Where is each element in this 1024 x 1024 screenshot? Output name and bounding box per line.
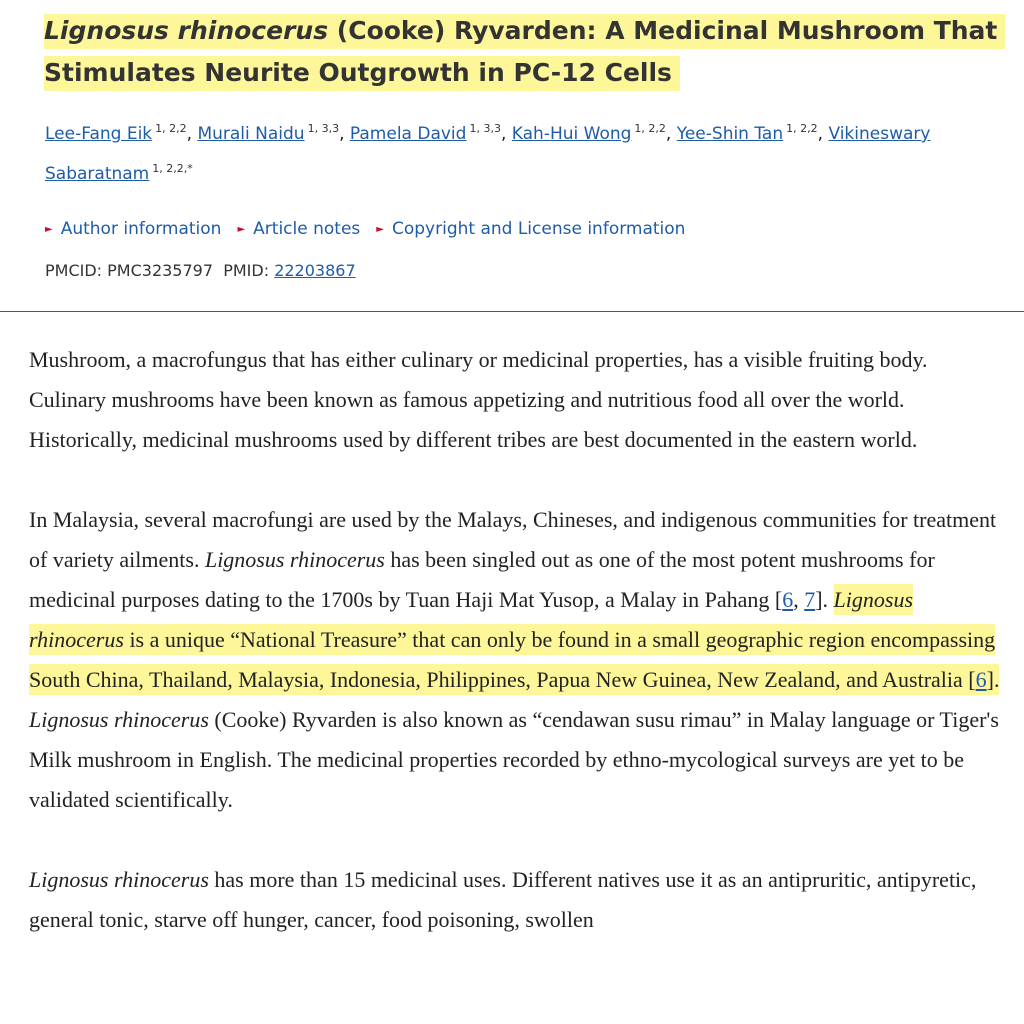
author-link[interactable]: Vikineswary Sabaratnam xyxy=(45,124,931,184)
paragraph-text: ]. xyxy=(986,667,1000,692)
paragraph-text: ]. xyxy=(815,587,834,612)
reference-separator: , xyxy=(793,587,805,612)
article-header xyxy=(0,0,1024,312)
author-link[interactable]: Pamela David xyxy=(349,124,467,144)
article-notes-toggle[interactable] xyxy=(237,219,360,239)
paragraph-text: has more than 15 medicinal uses. Different natives use it as an antipruritic, antipyretic, general tonic, starve off hunger, cancer, food poisoning, swollen xyxy=(29,867,977,932)
article-body xyxy=(29,340,1004,980)
title-species: Lignosus rhinocerus xyxy=(44,16,329,45)
author-affiliation: 1, 2,2 xyxy=(155,122,187,135)
title-highlight xyxy=(44,14,1005,91)
author-information-toggle[interactable] xyxy=(45,219,221,239)
article-info-toggles xyxy=(45,219,701,239)
author-link[interactable]: Yee-Shin Tan xyxy=(676,124,784,144)
toggle-label: Author information xyxy=(60,219,222,239)
author-list: Lee-Fang Eik $^{1, 2,2}$, Murali Naidu $^{1, 3,3}$, Pamela David $^{1, 3,3}$, Kah-Hui Wong $^{1, 2,2}$, Yee-Shin Tan $^{1, 2,2}$, Vikineswary Sabaratnam $^{1, 2,2,*}$ xyxy=(45,122,931,184)
author-affiliation: 1, 3,3 xyxy=(307,122,340,135)
toggle-label: Article notes xyxy=(253,219,361,239)
pmid-label: PMID: xyxy=(223,261,270,280)
reference-link-6[interactable]: 6 xyxy=(782,587,794,612)
pmid-link[interactable]: 22203867 xyxy=(274,261,356,280)
header-divider xyxy=(0,311,1024,312)
title-rest: (Cooke) Ryvarden: A Medicinal Mushroom That Stimulates Neurite Outgrowth in PC-12 Cells xyxy=(44,16,998,87)
paragraph-text: has been singled out as one of the most potent mushrooms for medicinal purposes dating to the 1700s by Tuan Haji Mat Yusop, a Malay in Pahang [ xyxy=(29,547,935,612)
species-name: Lignosus rhinocerus xyxy=(29,707,209,732)
author-link[interactable]: Kah-Hui Wong xyxy=(511,124,632,144)
author-affiliation: 1, 2,2 xyxy=(634,122,666,135)
author-link[interactable]: Lee-Fang Eik xyxy=(45,124,153,144)
species-name: Lignosus rhinocerus xyxy=(204,547,385,572)
triangle-right-icon: ► xyxy=(45,223,53,235)
paragraph-text: is a unique “National Treasure” that can only be found in a small geographic region encompassing South China, Thailand, Malaysia, Indonesia, Philippines, Papua New Guinea, New Zealand, and Australia [ xyxy=(29,627,996,692)
author-affiliation: 1, 2,2,* xyxy=(152,162,193,175)
paragraph-3 xyxy=(29,860,1004,940)
paragraph-2 xyxy=(29,500,1004,820)
author-affiliation: 1, 3,3 xyxy=(469,122,501,135)
author-affiliation: 1, 2,2 xyxy=(786,122,818,135)
triangle-right-icon: ► xyxy=(237,223,246,235)
paragraph-text: In Malaysia, several macrofungi are used by the Malays, Chineses, and indigenous communities for treatment of variety ailments. xyxy=(29,507,997,572)
triangle-right-icon: ► xyxy=(376,223,384,235)
species-name: Lignosus rhinocerus xyxy=(29,867,209,892)
article-title xyxy=(44,10,1004,94)
paragraph-text: (Cooke) Ryvarden is also known as “cendawan susu rimau” in Malay language or Tiger's Milk mushroom in English. The medicinal properties recorded by ethno-mycological surveys are yet to be validated scientifically. xyxy=(29,707,999,812)
reference-link-7[interactable]: 7 xyxy=(804,587,816,612)
copyright-license-toggle[interactable] xyxy=(376,219,685,239)
reference-link-6[interactable]: 6 xyxy=(975,667,987,692)
paragraph-1: Mushroom, a macrofungus that has either culinary or medicinal properties, has a visible fruiting body. Culinary mushrooms have been known as famous appetizing and nutritious food all over the world. Historically, medicinal mushrooms used by different tribes are best documented in the eastern world. xyxy=(29,347,928,452)
pmcid: PMCID: PMC3235797 xyxy=(45,261,214,280)
author-link[interactable]: Murali Naidu xyxy=(197,124,305,144)
species-name: Lignosus rhinocerus xyxy=(29,587,914,652)
toggle-label: Copyright and License information xyxy=(391,219,686,239)
article-identifiers xyxy=(45,261,356,280)
